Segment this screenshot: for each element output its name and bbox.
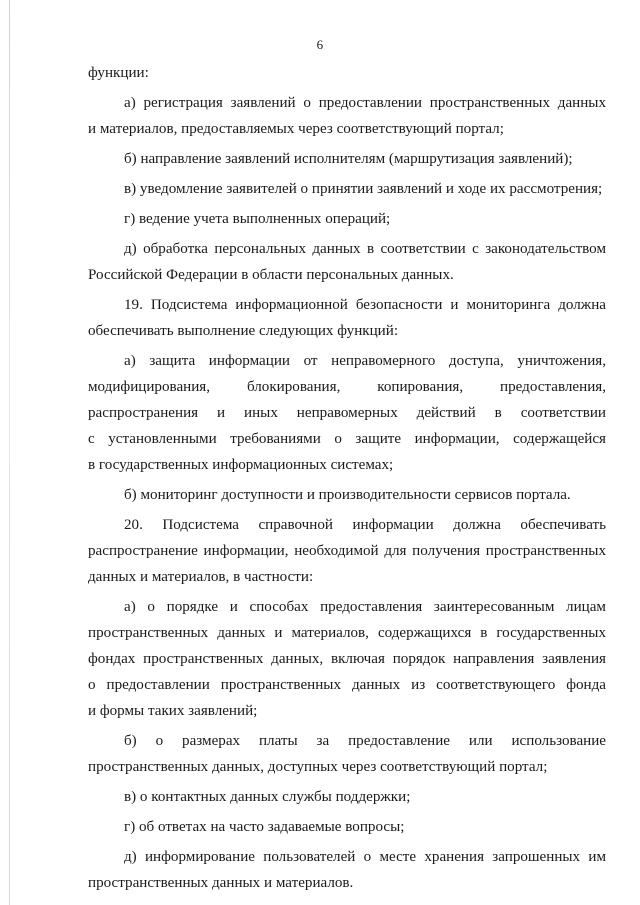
text-line: фондах пространственных данных, включая порядок направления заявления [88,651,606,667]
text-line: пространственных данных, доступных через соответствующий портал; [88,759,548,775]
text-line: в) о контактных данных службы поддержки; [124,789,411,805]
text-line: в государственных информационных системах; [88,457,394,473]
text-line: а) защита информации от неправомерного доступа, уничтожения, [124,353,606,369]
text-line: б) направление заявлений исполнителям (маршрутизация заявлений); [124,151,573,167]
page-number: 6 [316,37,324,52]
text-line: а) о порядке и способах предоставления заинтересованным лицам [124,599,606,615]
paragraph [88,348,606,478]
paragraph [88,844,606,896]
paragraph [88,728,606,780]
text-line: д) обработка персональных данных в соответствии с законодательством [124,241,606,257]
paragraph [88,176,606,202]
paragraph [88,594,606,724]
text-line: распространение информации, необходимой для получения пространственных [88,543,606,559]
scan-edge-line [9,0,10,905]
document-body [88,60,606,896]
text-line: г) об ответах на часто задаваемые вопросы; [124,819,405,835]
paragraph [88,60,606,86]
text-line: обеспечивать выполнение следующих функций: [88,323,399,339]
text-line: данных и материалов, в частности: [88,569,314,585]
text-line: в) уведомление заявителей о принятии заявлений и ходе их рассмотрения; [124,181,603,197]
paragraph [88,206,606,232]
paragraph [88,814,606,840]
text-line: г) ведение учета выполненных операций; [124,211,391,227]
text-line: а) регистрация заявлений о предоставлении пространственных данных [124,95,606,111]
text-line: 20. Подсистема справочной информации должна обеспечивать [124,517,606,533]
paragraph [88,784,606,810]
text-line: и формы таких заявлений; [88,703,258,719]
text-line: Российской Федерации в области персональных данных. [88,267,454,283]
text-line: 19. Подсистема информационной безопасности и мониторинга должна [124,297,606,313]
text-line: пространственных данных и материалов. [88,875,354,891]
paragraph [88,512,606,590]
text-line: д) информирование пользователей о месте хранения запрошенных им [124,849,606,865]
text-line: с установленными требованиями о защите информации, содержащейся [88,431,606,447]
text-line: модифицирования, блокирования, копирования, предоставления, [88,379,606,395]
paragraph [88,146,606,172]
text-line: о предоставлении пространственных данных из соответствующего фонда [88,677,606,693]
paragraph [88,482,606,508]
paragraph [88,236,606,288]
paragraph [88,90,606,142]
text-line: распространения и иных неправомерных действий в соответствии [88,405,606,421]
text-line: б) мониторинг доступности и производительности сервисов портала. [124,487,571,503]
text-line: б) о размерах платы за предоставление или использование [124,733,606,749]
paragraph [88,292,606,344]
text-line: функции: [88,65,149,81]
text-line: и материалов, предоставляемых через соответствующий портал; [88,121,504,137]
text-line: пространственных данных и материалов, содержащихся в государственных [88,625,606,641]
